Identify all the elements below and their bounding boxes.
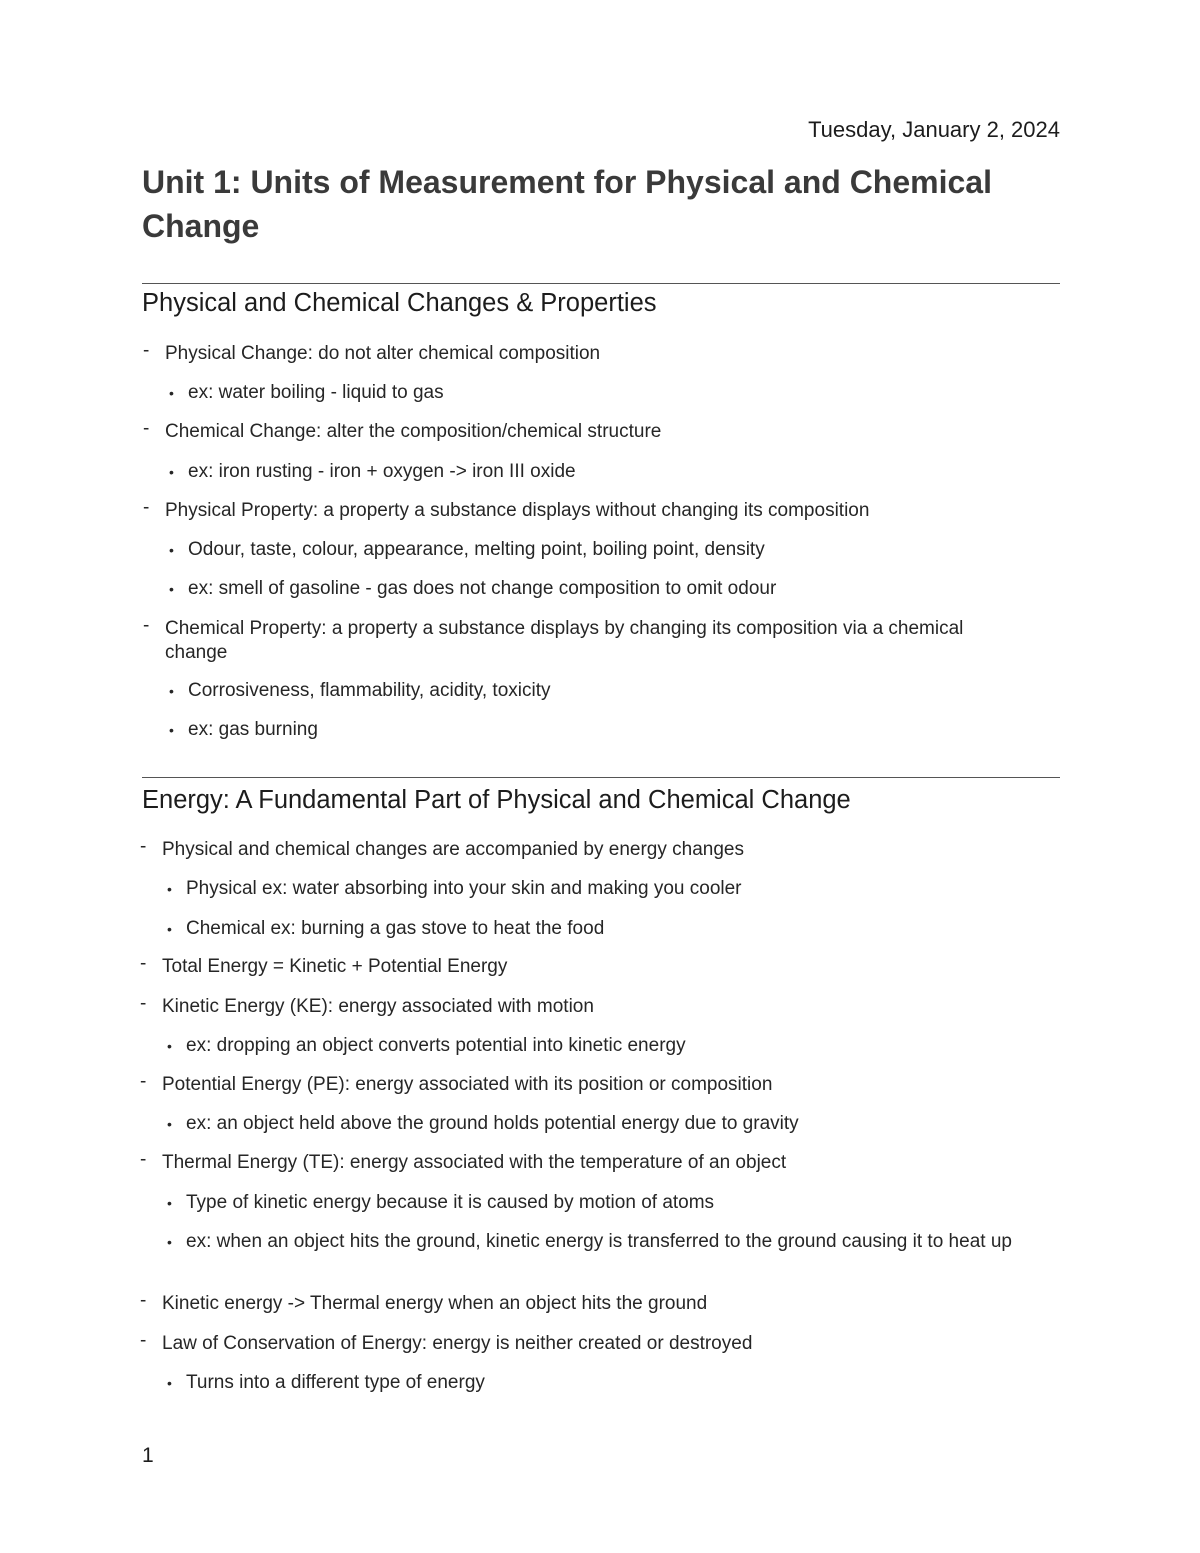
page-number: 1 [142, 1444, 154, 1467]
list-item [140, 953, 1060, 979]
list-item-text: Law of Conservation of Energy: energy is neither created or destroyed [162, 1333, 753, 1354]
bullet-marker: • [169, 385, 174, 401]
bullet-marker: • [167, 1038, 172, 1054]
bullet-marker: • [167, 1116, 172, 1132]
list-item [143, 497, 1060, 523]
list-item-text: Physical ex: water absorbing into your skin and making you cooler [186, 878, 742, 899]
list-item-text: Thermal Energy (TE): energy associated with the temperature of an object [162, 1152, 787, 1173]
list-item [167, 877, 1060, 901]
list-item-text: ex: when an object hits the ground, kinetic energy is transferred to the ground causing it to heat up [186, 1231, 1012, 1252]
dash-marker: - [143, 418, 150, 439]
bullet-marker: • [169, 542, 174, 558]
dash-marker: - [140, 953, 147, 974]
list-item [169, 381, 1060, 405]
list-item-text: Physical Change: do not alter chemical composition [165, 343, 601, 364]
list-item-text: Odour, taste, colour, appearance, melting point, boiling point, density [188, 539, 765, 560]
bullet-marker: • [167, 1375, 172, 1391]
list-item [167, 1034, 1060, 1058]
list-item-text: Chemical Change: alter the composition/chemical structure [165, 421, 662, 442]
list-item [169, 718, 1060, 742]
bullet-marker: • [167, 1234, 172, 1250]
bullet-marker: • [169, 581, 174, 597]
list-item [167, 1112, 1060, 1136]
list-item-text: Physical and chemical changes are accompanied by energy changes [162, 839, 744, 860]
list-item-text: Turns into a different type of energy [186, 1372, 485, 1393]
list-item-text: ex: iron rusting - iron + oxygen -> iron III oxide [188, 461, 576, 482]
list-item-text: Chemical ex: burning a gas stove to heat the food [186, 918, 605, 939]
dash-marker: - [140, 1149, 147, 1170]
list-item-text: Kinetic Energy (KE): energy associated with motion [162, 996, 594, 1017]
dash-marker: - [140, 1071, 147, 1092]
list-item [140, 993, 1060, 1019]
list-item [140, 1330, 1060, 1356]
list-item-text: ex: an object held above the ground holds potential energy due to gravity [186, 1113, 799, 1134]
list-item [169, 538, 1060, 562]
list-item-text: ex: smell of gasoline - gas does not change composition to omit odour [188, 578, 777, 599]
dash-marker: - [143, 497, 150, 518]
bullet-marker: • [167, 1195, 172, 1211]
list-item [167, 1230, 1060, 1254]
list-item [143, 418, 1060, 444]
list-item-text: Total Energy = Kinetic + Potential Energy [162, 956, 508, 977]
list-item-text: Corrosiveness, flammability, acidity, toxicity [188, 680, 551, 701]
list-item [140, 836, 1060, 862]
list-item [169, 460, 1060, 484]
dash-marker: - [140, 1330, 147, 1351]
list-item [143, 615, 1015, 665]
date-label: Tuesday, January 2, 2024 [808, 117, 1060, 142]
bullet-marker: • [167, 881, 172, 897]
section-divider [142, 283, 1060, 284]
list-item-text: Kinetic energy -> Thermal energy when an object hits the ground [162, 1293, 708, 1314]
list-item [143, 340, 1060, 366]
list-item-text: Chemical Property: a property a substance displays by changing its composition via a chemical change [165, 618, 964, 663]
list-item-text: ex: gas burning [188, 719, 318, 740]
list-item-text: Type of kinetic energy because it is caused by motion of atoms [186, 1192, 715, 1213]
dash-marker: - [140, 993, 147, 1014]
section-divider [142, 777, 1060, 778]
list-item [140, 1290, 1060, 1316]
list-item-text: Physical Property: a property a substance displays without changing its composition [165, 500, 870, 521]
list-item [140, 1071, 1060, 1097]
list-item-text: ex: dropping an object converts potential into kinetic energy [186, 1035, 686, 1056]
bullet-marker: • [169, 722, 174, 738]
bullet-marker: • [167, 921, 172, 937]
list-item [140, 1149, 1060, 1175]
list-item [169, 577, 1060, 601]
dash-marker: - [143, 615, 150, 636]
section-heading-energy: Energy: A Fundamental Part of Physical and Chemical Change [142, 786, 851, 814]
bullet-marker: • [169, 464, 174, 480]
section-heading-changes: Physical and Chemical Changes & Properties [142, 289, 657, 317]
list-item [167, 917, 1060, 941]
dash-marker: - [143, 340, 150, 361]
list-item [167, 1371, 1060, 1395]
list-item-text: Potential Energy (PE): energy associated with its position or composition [162, 1074, 773, 1095]
dash-marker: - [140, 1290, 147, 1311]
dash-marker: - [140, 836, 147, 857]
list-item [169, 679, 1060, 703]
page-title: Unit 1: Units of Measurement for Physical and Chemical Change [142, 164, 992, 244]
list-item [167, 1191, 1060, 1215]
bullet-marker: • [169, 683, 174, 699]
list-item-text: ex: water boiling - liquid to gas [188, 382, 444, 403]
